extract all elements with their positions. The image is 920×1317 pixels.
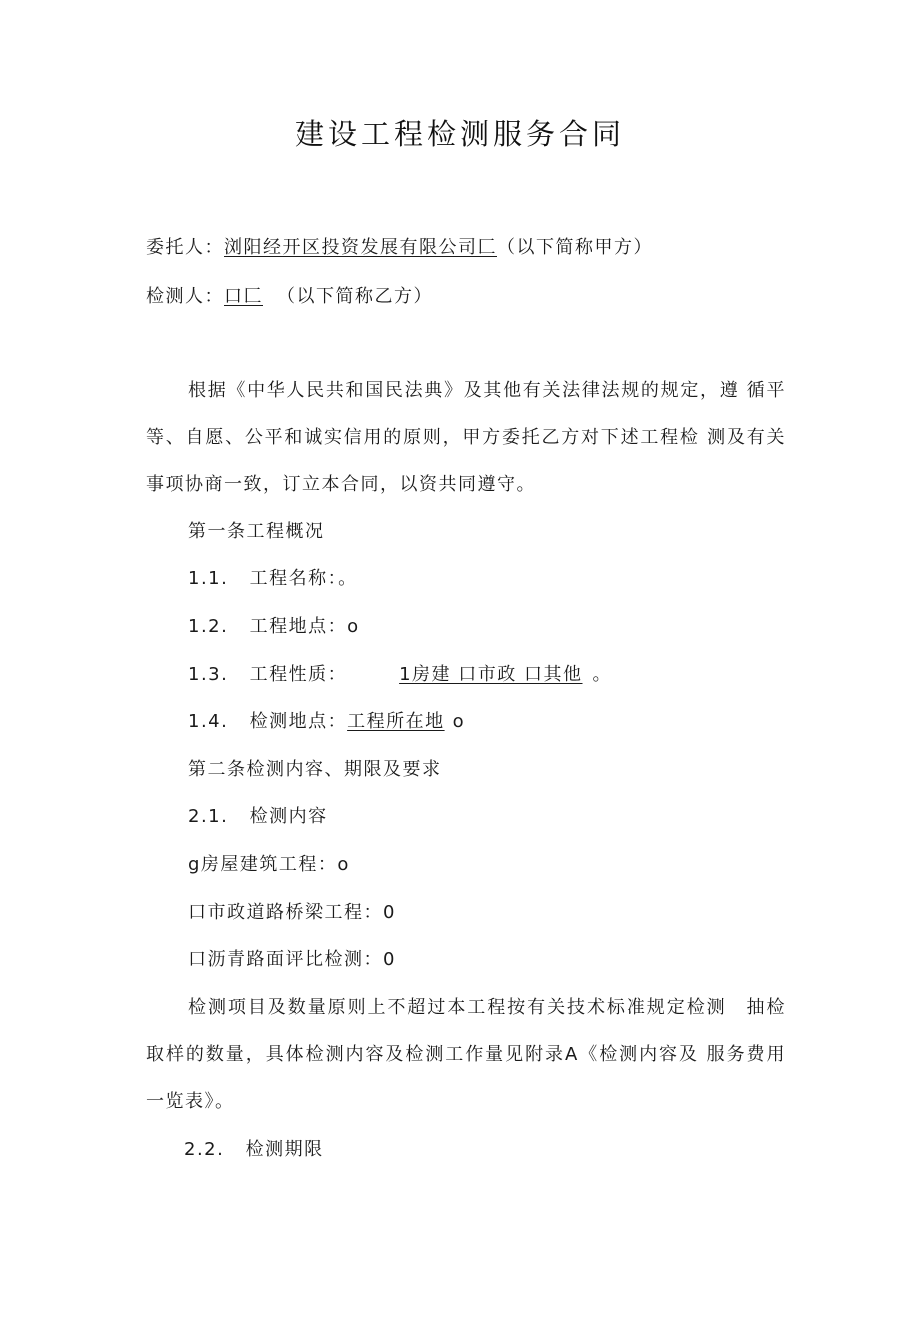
article2-sub1 — [188, 805, 328, 829]
article1-item — [188, 710, 465, 734]
intro-paragraph: 根据《中华人民共和国民法典》及其他有关法律法规的规定，遵 循平等、自愿、公平和诚实信用的原则，甲方委托乙方对下述工程检 测及有关事项协商一致，订立本合同，以资共同遵守。 — [146, 380, 786, 495]
item-label: 工程名称： — [249, 568, 339, 589]
tester-name: 口匚 — [224, 286, 263, 307]
project-nature-options: 1房建 口市政 口其他 — [399, 664, 583, 685]
article1-heading: 第一条工程概况 — [188, 521, 325, 542]
tester-line — [146, 285, 433, 309]
article2-sub2 — [184, 1138, 324, 1162]
client-name: 浏阳经开区投资发展有限公司匚 — [224, 237, 497, 258]
item-number: 1.4. — [188, 711, 229, 732]
item-suffix: o — [452, 711, 466, 732]
article1-item — [188, 567, 358, 591]
article2-heading: 第二条检测内容、期限及要求 — [188, 759, 442, 780]
item-value: o — [347, 616, 360, 637]
note-paragraph: 检测项目及数量原则上不超过本工程按有关技术标准规定检测 抽检取样的数量，具体检测内容及检测工作量见附录A《检测内容及 服务费用一览表》。 — [146, 997, 786, 1112]
item-suffix: 。 — [592, 664, 612, 685]
tester-suffix: （以下简称乙方） — [277, 286, 433, 307]
item-label: 检测地点： — [249, 711, 348, 732]
test-location-value: 工程所在地 — [347, 711, 445, 732]
item-number: 1.2. — [188, 616, 229, 637]
content-option: 口沥青路面评比检测：0 — [188, 949, 396, 970]
client-suffix: （以下简称甲方） — [497, 237, 653, 258]
client-label: 委托人： — [146, 237, 224, 258]
item-number: 1.1. — [188, 568, 229, 589]
sub-label: 检测内容 — [249, 806, 328, 827]
sub-number: 2.1. — [188, 806, 229, 827]
sub-label: 检测期限 — [245, 1139, 324, 1160]
item-value: 。 — [338, 568, 358, 589]
item-label: 工程地点： — [249, 616, 348, 637]
item-label: 工程性质： — [249, 664, 348, 685]
content-option: 口市政道路桥梁工程：0 — [188, 902, 396, 923]
sub-number: 2.2. — [184, 1139, 225, 1160]
item-number: 1.3. — [188, 664, 229, 685]
client-line — [146, 236, 653, 260]
article1-item — [188, 615, 360, 639]
document-title: 建设工程检测服务合同 — [294, 117, 625, 151]
tester-label: 检测人： — [146, 286, 224, 307]
article1-item — [188, 663, 612, 687]
content-option: g房屋建筑工程：o — [188, 854, 350, 875]
